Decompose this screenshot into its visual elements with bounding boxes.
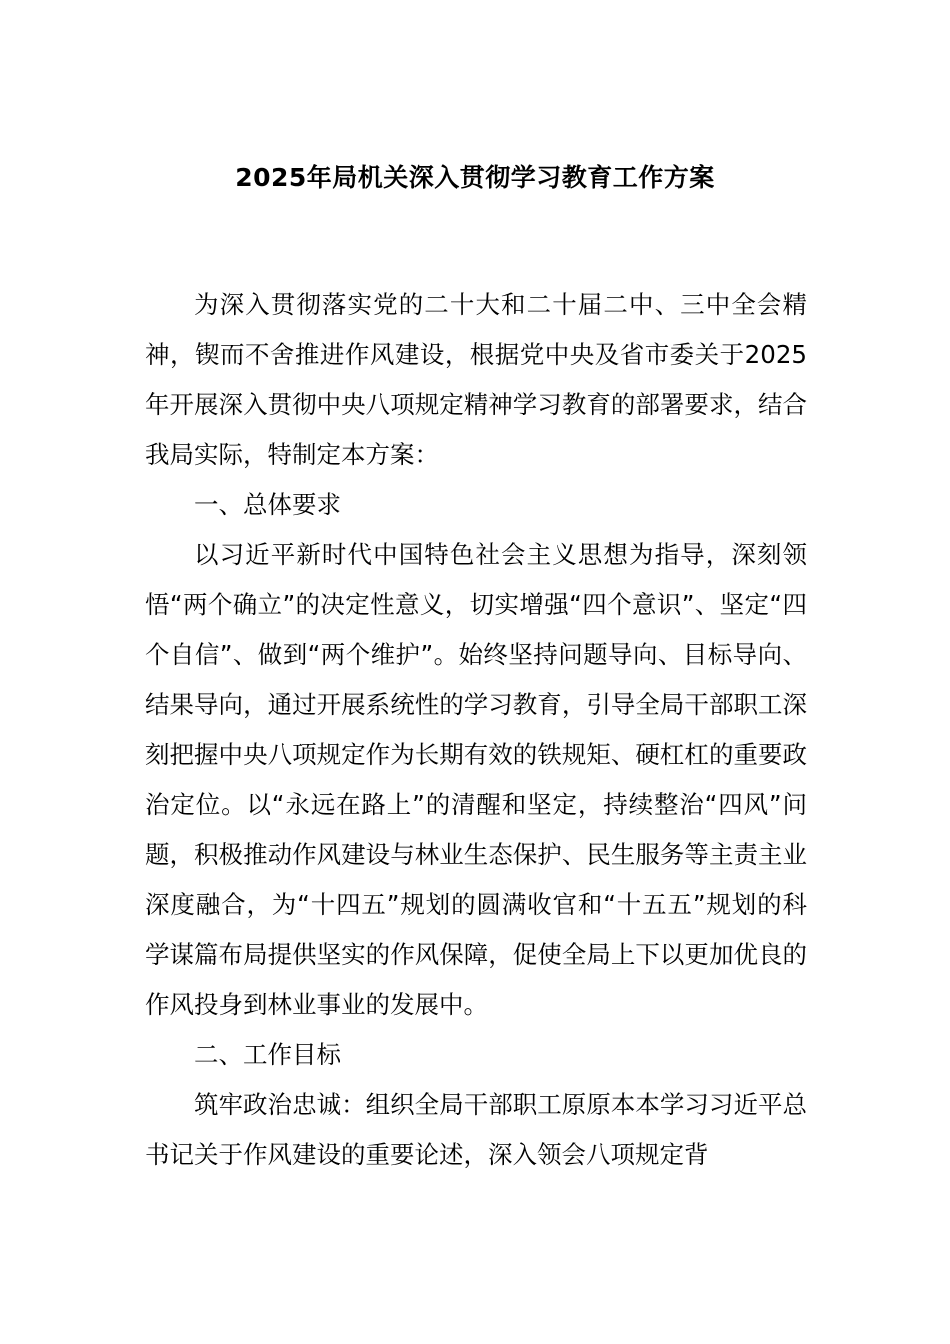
section-heading-general-requirements: 一、总体要求: [194, 490, 341, 519]
intro-paragraph: 为深入贯彻落实党的二十大和二十届二中、三中全会精神，锲而不舍推进作风建设，根据党中央及省市委关于2025年开展深入贯彻中央八项规定精神学习教育的部署要求，结合我局实际，特制定本方案：: [145, 290, 807, 469]
document-body: [145, 280, 807, 1180]
section-heading-work-goals: 二、工作目标: [194, 1040, 341, 1069]
general-requirements-paragraph: 以习近平新时代中国特色社会主义思想为指导，深刻领悟“两个确立”的决定性意义，切实增强“四个意识”、坚定“四个自信”、做到“两个维护”。始终坚持问题导向、目标导向、结果导向，通过开展系统性的学习教育，引导全局干部职工深刻把握中央八项规定作为长期有效的铁规矩、硬杠杠的重要政治定位。以“永远在路上”的清醒和坚定，持续整治“四风”问题，积极推动作风建设与林业生态保护、民生服务等主责主业深度融合，为“十四五”规划的圆满收官和“十五五”规划的科学谋篇布局提供坚实的作风保障，促使全局上下以更加优良的作风投身到林业事业的发展中。: [145, 540, 807, 1019]
document-title: 2025年局机关深入贯彻学习教育工作方案: [235, 163, 715, 192]
work-goals-paragraph: 筑牢政治忠诚：组织全局干部职工原原本本学习习近平总书记关于作风建设的重要论述，深入领会八项规定背: [145, 1090, 807, 1169]
